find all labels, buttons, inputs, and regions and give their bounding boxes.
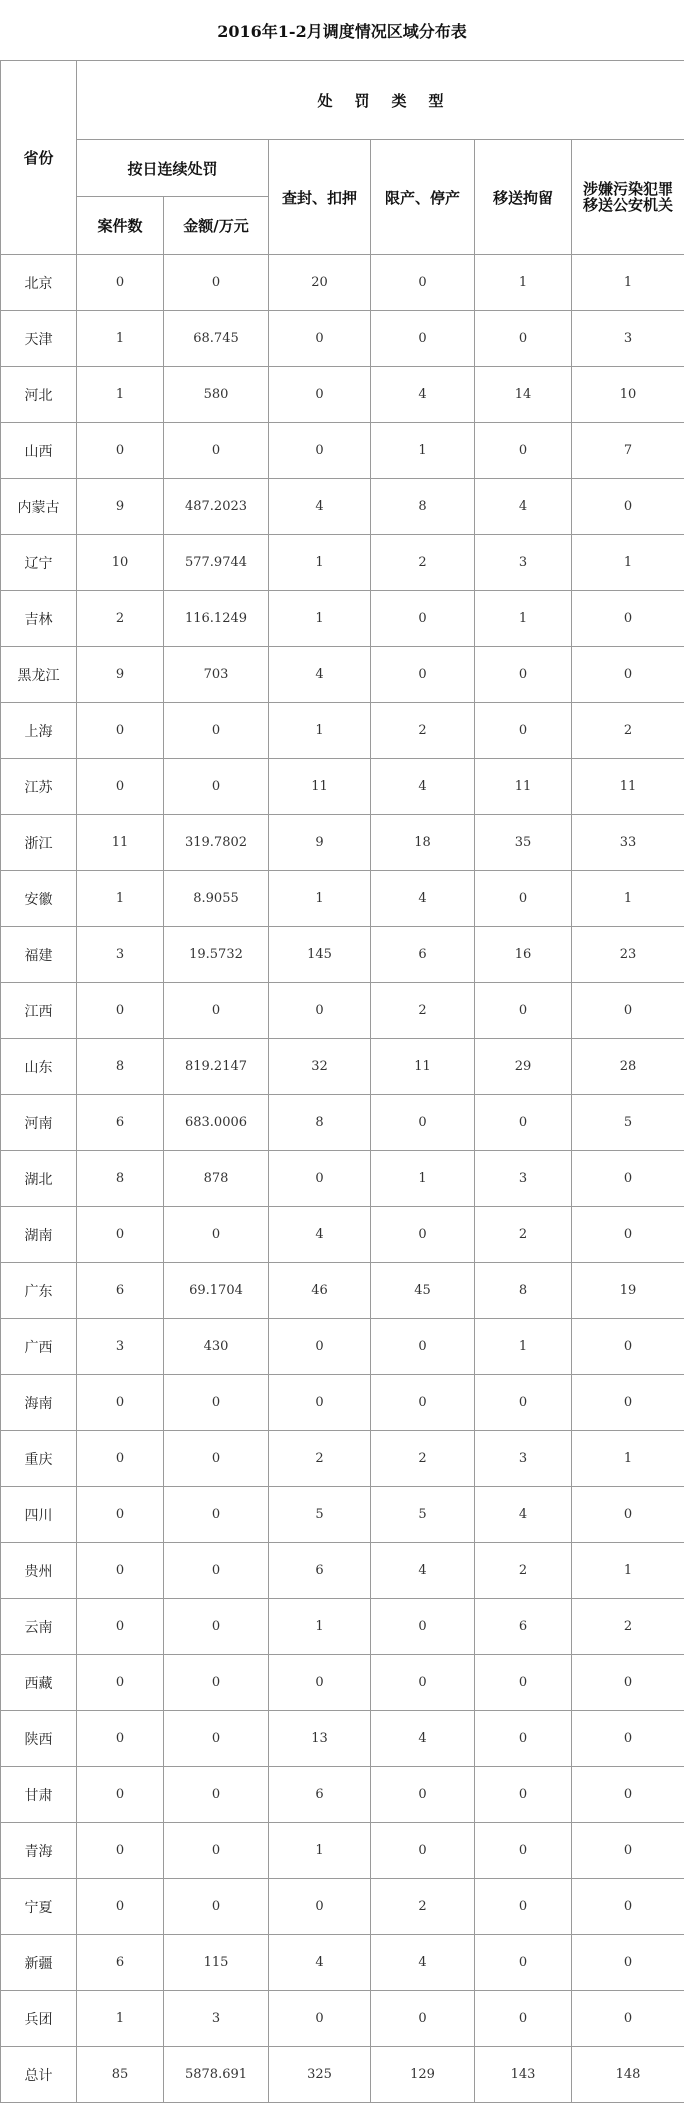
cell-police: 0 — [572, 1711, 684, 1767]
cell-cases: 11 — [77, 815, 164, 871]
table-row — [1, 1319, 684, 1375]
cell-province: 江苏 — [1, 759, 77, 815]
cell-province: 黑龙江 — [1, 647, 77, 703]
region-distribution-table — [0, 60, 684, 2103]
cell-police: 0 — [572, 1655, 684, 1711]
cell-province: 福建 — [1, 927, 77, 983]
cell-province: 湖南 — [1, 1207, 77, 1263]
cell-police: 0 — [572, 479, 684, 535]
header-amount: 金额/万元 — [164, 197, 269, 255]
table-row — [1, 535, 684, 591]
cell-limit: 0 — [371, 1599, 475, 1655]
cell-amount: 0 — [164, 1207, 269, 1263]
cell-province: 山东 — [1, 1039, 77, 1095]
cell-cases: 0 — [77, 1599, 164, 1655]
cell-police: 3 — [572, 311, 684, 367]
cell-province: 宁夏 — [1, 1879, 77, 1935]
cell-detain: 0 — [475, 1879, 572, 1935]
cell-province: 广西 — [1, 1319, 77, 1375]
table-row — [1, 1823, 684, 1879]
table-row — [1, 1599, 684, 1655]
cell-amount: 3 — [164, 1991, 269, 2047]
cell-amount: 116.1249 — [164, 591, 269, 647]
cell-cases: 8 — [77, 1151, 164, 1207]
cell-seal: 0 — [269, 311, 371, 367]
table-row — [1, 367, 684, 423]
cell-police: 0 — [572, 1935, 684, 1991]
cell-cases: 0 — [77, 1767, 164, 1823]
cell-amount: 0 — [164, 423, 269, 479]
cell-limit: 11 — [371, 1039, 475, 1095]
cell-detain: 2 — [475, 1543, 572, 1599]
cell-province: 湖北 — [1, 1151, 77, 1207]
cell-province: 贵州 — [1, 1543, 77, 1599]
cell-province: 山西 — [1, 423, 77, 479]
cell-police: 0 — [572, 983, 684, 1039]
cell-detain: 0 — [475, 983, 572, 1039]
cell-detain: 0 — [475, 1375, 572, 1431]
cell-limit: 129 — [371, 2047, 475, 2103]
cell-limit: 0 — [371, 1823, 475, 1879]
cell-amount: 0 — [164, 1655, 269, 1711]
cell-limit: 4 — [371, 1543, 475, 1599]
cell-amount: 68.745 — [164, 311, 269, 367]
cell-detain: 16 — [475, 927, 572, 983]
cell-province: 天津 — [1, 311, 77, 367]
cell-seal: 0 — [269, 1991, 371, 2047]
cell-province: 重庆 — [1, 1431, 77, 1487]
cell-province: 青海 — [1, 1823, 77, 1879]
table-row — [1, 983, 684, 1039]
cell-cases: 2 — [77, 591, 164, 647]
cell-province: 上海 — [1, 703, 77, 759]
cell-limit: 1 — [371, 423, 475, 479]
cell-cases: 8 — [77, 1039, 164, 1095]
cell-limit: 0 — [371, 1767, 475, 1823]
cell-police: 33 — [572, 815, 684, 871]
cell-detain: 0 — [475, 423, 572, 479]
cell-amount: 0 — [164, 1879, 269, 1935]
cell-amount: 319.7802 — [164, 815, 269, 871]
cell-cases: 0 — [77, 1543, 164, 1599]
cell-seal: 1 — [269, 871, 371, 927]
cell-amount: 0 — [164, 1431, 269, 1487]
cell-police: 11 — [572, 759, 684, 815]
cell-detain: 4 — [475, 1487, 572, 1543]
cell-detain: 14 — [475, 367, 572, 423]
table-row — [1, 647, 684, 703]
cell-seal: 6 — [269, 1767, 371, 1823]
cell-province: 内蒙古 — [1, 479, 77, 535]
header-limit: 限产、停产 — [371, 140, 475, 255]
total-row — [1, 2047, 684, 2103]
header-detain: 移送拘留 — [475, 140, 572, 255]
cell-police: 0 — [572, 1207, 684, 1263]
cell-limit: 8 — [371, 479, 475, 535]
cell-seal: 5 — [269, 1487, 371, 1543]
table-row — [1, 1991, 684, 2047]
cell-amount: 580 — [164, 367, 269, 423]
cell-detain: 0 — [475, 1095, 572, 1151]
cell-police: 1 — [572, 1431, 684, 1487]
cell-limit: 2 — [371, 703, 475, 759]
cell-limit: 4 — [371, 759, 475, 815]
cell-seal: 20 — [269, 255, 371, 311]
cell-province: 云南 — [1, 1599, 77, 1655]
cell-limit: 0 — [371, 1095, 475, 1151]
cell-seal: 1 — [269, 1823, 371, 1879]
cell-cases: 0 — [77, 1487, 164, 1543]
cell-limit: 4 — [371, 367, 475, 423]
table-row — [1, 311, 684, 367]
cell-limit: 6 — [371, 927, 475, 983]
cell-limit: 0 — [371, 647, 475, 703]
cell-seal: 1 — [269, 591, 371, 647]
cell-limit: 0 — [371, 311, 475, 367]
table-row — [1, 1039, 684, 1095]
cell-police: 1 — [572, 871, 684, 927]
cell-province: 海南 — [1, 1375, 77, 1431]
page-title: 2016年1-2月调度情况区域分布表 — [0, 0, 684, 60]
cell-cases: 0 — [77, 423, 164, 479]
cell-police: 0 — [572, 1375, 684, 1431]
cell-detain: 1 — [475, 255, 572, 311]
cell-detain: 0 — [475, 311, 572, 367]
cell-province: 甘肃 — [1, 1767, 77, 1823]
cell-detain: 0 — [475, 1655, 572, 1711]
cell-seal: 2 — [269, 1431, 371, 1487]
cell-seal: 1 — [269, 703, 371, 759]
table-body — [1, 255, 684, 2103]
cell-police: 0 — [572, 1823, 684, 1879]
cell-detain: 0 — [475, 1711, 572, 1767]
table-row — [1, 1711, 684, 1767]
cell-detain: 143 — [475, 2047, 572, 2103]
cell-amount: 577.9744 — [164, 535, 269, 591]
cell-cases: 85 — [77, 2047, 164, 2103]
cell-province: 兵团 — [1, 1991, 77, 2047]
cell-province: 新疆 — [1, 1935, 77, 1991]
table-row — [1, 1207, 684, 1263]
cell-police: 0 — [572, 647, 684, 703]
cell-cases: 0 — [77, 703, 164, 759]
cell-limit: 0 — [371, 591, 475, 647]
cell-cases: 1 — [77, 1991, 164, 2047]
cell-detain: 3 — [475, 1431, 572, 1487]
cell-detain: 0 — [475, 1991, 572, 2047]
cell-province: 安徽 — [1, 871, 77, 927]
cell-limit: 2 — [371, 983, 475, 1039]
cell-seal: 0 — [269, 1375, 371, 1431]
cell-seal: 0 — [269, 1879, 371, 1935]
cell-cases: 9 — [77, 479, 164, 535]
cell-province: 辽宁 — [1, 535, 77, 591]
cell-amount: 878 — [164, 1151, 269, 1207]
cell-police: 7 — [572, 423, 684, 479]
cell-cases: 0 — [77, 1711, 164, 1767]
cell-cases: 0 — [77, 983, 164, 1039]
table-row — [1, 1095, 684, 1151]
cell-amount: 8.9055 — [164, 871, 269, 927]
cell-police: 23 — [572, 927, 684, 983]
table-row — [1, 1375, 684, 1431]
cell-limit: 0 — [371, 255, 475, 311]
table-row — [1, 1879, 684, 1935]
cell-seal: 0 — [269, 1655, 371, 1711]
cell-cases: 6 — [77, 1935, 164, 1991]
header-case-count: 案件数 — [77, 197, 164, 255]
cell-cases: 0 — [77, 1431, 164, 1487]
cell-amount: 0 — [164, 703, 269, 759]
cell-amount: 0 — [164, 1767, 269, 1823]
cell-province: 河南 — [1, 1095, 77, 1151]
cell-police: 5 — [572, 1095, 684, 1151]
cell-amount: 0 — [164, 1823, 269, 1879]
cell-amount: 115 — [164, 1935, 269, 1991]
table-row — [1, 1935, 684, 1991]
cell-detain: 1 — [475, 1319, 572, 1375]
cell-limit: 5 — [371, 1487, 475, 1543]
cell-cases: 9 — [77, 647, 164, 703]
cell-police: 1 — [572, 1543, 684, 1599]
cell-detain: 8 — [475, 1263, 572, 1319]
cell-detain: 0 — [475, 871, 572, 927]
table-row — [1, 1655, 684, 1711]
cell-detain: 29 — [475, 1039, 572, 1095]
cell-province: 北京 — [1, 255, 77, 311]
cell-amount: 0 — [164, 1375, 269, 1431]
cell-amount: 683.0006 — [164, 1095, 269, 1151]
cell-limit: 0 — [371, 1655, 475, 1711]
cell-police: 0 — [572, 1319, 684, 1375]
table-row — [1, 1767, 684, 1823]
cell-detain: 0 — [475, 703, 572, 759]
cell-cases: 0 — [77, 759, 164, 815]
cell-seal: 6 — [269, 1543, 371, 1599]
cell-police: 0 — [572, 1767, 684, 1823]
table-row — [1, 1431, 684, 1487]
cell-cases: 10 — [77, 535, 164, 591]
cell-amount: 0 — [164, 1599, 269, 1655]
cell-seal: 4 — [269, 647, 371, 703]
cell-police: 19 — [572, 1263, 684, 1319]
cell-cases: 0 — [77, 1823, 164, 1879]
table-row — [1, 871, 684, 927]
cell-seal: 13 — [269, 1711, 371, 1767]
cell-limit: 45 — [371, 1263, 475, 1319]
cell-cases: 1 — [77, 871, 164, 927]
cell-detain: 0 — [475, 1767, 572, 1823]
cell-police: 148 — [572, 2047, 684, 2103]
cell-seal: 145 — [269, 927, 371, 983]
cell-seal: 0 — [269, 423, 371, 479]
cell-police: 2 — [572, 703, 684, 759]
cell-limit: 2 — [371, 1431, 475, 1487]
table-row — [1, 1487, 684, 1543]
cell-province: 江西 — [1, 983, 77, 1039]
cell-police: 2 — [572, 1599, 684, 1655]
cell-detain: 11 — [475, 759, 572, 815]
table-row — [1, 591, 684, 647]
table-row — [1, 927, 684, 983]
table-row — [1, 423, 684, 479]
cell-limit: 4 — [371, 1935, 475, 1991]
cell-limit: 18 — [371, 815, 475, 871]
header-daily-penalty: 按日连续处罚 — [77, 140, 269, 197]
cell-amount: 487.2023 — [164, 479, 269, 535]
cell-detain: 0 — [475, 1823, 572, 1879]
cell-amount: 0 — [164, 759, 269, 815]
cell-province: 四川 — [1, 1487, 77, 1543]
cell-police: 0 — [572, 591, 684, 647]
cell-seal: 0 — [269, 983, 371, 1039]
cell-seal: 4 — [269, 1935, 371, 1991]
cell-amount: 0 — [164, 1487, 269, 1543]
table-row — [1, 815, 684, 871]
cell-detain: 3 — [475, 535, 572, 591]
cell-amount: 0 — [164, 983, 269, 1039]
cell-detain: 3 — [475, 1151, 572, 1207]
header-seal: 查封、扣押 — [269, 140, 371, 255]
cell-cases: 3 — [77, 927, 164, 983]
cell-seal: 32 — [269, 1039, 371, 1095]
cell-limit: 2 — [371, 535, 475, 591]
cell-amount: 69.1704 — [164, 1263, 269, 1319]
cell-province: 总计 — [1, 2047, 77, 2103]
cell-seal: 11 — [269, 759, 371, 815]
table-row — [1, 759, 684, 815]
cell-detain: 2 — [475, 1207, 572, 1263]
cell-province: 陕西 — [1, 1711, 77, 1767]
cell-province: 广东 — [1, 1263, 77, 1319]
cell-detain: 35 — [475, 815, 572, 871]
cell-cases: 6 — [77, 1095, 164, 1151]
cell-police: 0 — [572, 1151, 684, 1207]
cell-cases: 0 — [77, 1207, 164, 1263]
cell-amount: 0 — [164, 1543, 269, 1599]
cell-detain: 1 — [475, 591, 572, 647]
cell-amount: 703 — [164, 647, 269, 703]
cell-seal: 9 — [269, 815, 371, 871]
cell-limit: 1 — [371, 1151, 475, 1207]
cell-cases: 0 — [77, 1879, 164, 1935]
cell-police: 10 — [572, 367, 684, 423]
cell-province: 河北 — [1, 367, 77, 423]
cell-seal: 4 — [269, 479, 371, 535]
table-row — [1, 479, 684, 535]
cell-police: 0 — [572, 1487, 684, 1543]
cell-seal: 4 — [269, 1207, 371, 1263]
cell-seal: 325 — [269, 2047, 371, 2103]
table-row — [1, 703, 684, 759]
table-row — [1, 1263, 684, 1319]
cell-seal: 8 — [269, 1095, 371, 1151]
cell-detain: 0 — [475, 1935, 572, 1991]
cell-amount: 430 — [164, 1319, 269, 1375]
cell-province: 西藏 — [1, 1655, 77, 1711]
cell-cases: 0 — [77, 255, 164, 311]
cell-detain: 6 — [475, 1599, 572, 1655]
cell-seal: 0 — [269, 1319, 371, 1375]
cell-limit: 0 — [371, 1207, 475, 1263]
cell-detain: 4 — [475, 479, 572, 535]
cell-police: 1 — [572, 255, 684, 311]
cell-cases: 3 — [77, 1319, 164, 1375]
cell-cases: 1 — [77, 367, 164, 423]
cell-amount: 5878.691 — [164, 2047, 269, 2103]
cell-cases: 6 — [77, 1263, 164, 1319]
cell-province: 浙江 — [1, 815, 77, 871]
cell-limit: 0 — [371, 1991, 475, 2047]
table-row — [1, 1543, 684, 1599]
cell-police: 1 — [572, 535, 684, 591]
cell-seal: 0 — [269, 367, 371, 423]
cell-cases: 1 — [77, 311, 164, 367]
cell-amount: 819.2147 — [164, 1039, 269, 1095]
cell-limit: 0 — [371, 1375, 475, 1431]
header-province: 省份 — [1, 61, 77, 255]
cell-seal: 0 — [269, 1151, 371, 1207]
table-row — [1, 1151, 684, 1207]
header-police: 涉嫌污染犯罪移送公安机关 — [572, 140, 684, 255]
cell-amount: 19.5732 — [164, 927, 269, 983]
cell-amount: 0 — [164, 1711, 269, 1767]
cell-police: 0 — [572, 1879, 684, 1935]
cell-limit: 2 — [371, 1879, 475, 1935]
cell-limit: 4 — [371, 1711, 475, 1767]
cell-police: 28 — [572, 1039, 684, 1095]
cell-limit: 4 — [371, 871, 475, 927]
header-penalty-type: 处罚类型 — [77, 61, 684, 140]
cell-cases: 0 — [77, 1375, 164, 1431]
cell-amount: 0 — [164, 255, 269, 311]
cell-seal: 1 — [269, 1599, 371, 1655]
table-row — [1, 255, 684, 311]
cell-detain: 0 — [475, 647, 572, 703]
cell-province: 吉林 — [1, 591, 77, 647]
cell-cases: 0 — [77, 1655, 164, 1711]
cell-seal: 1 — [269, 535, 371, 591]
cell-limit: 0 — [371, 1319, 475, 1375]
cell-police: 0 — [572, 1991, 684, 2047]
cell-seal: 46 — [269, 1263, 371, 1319]
